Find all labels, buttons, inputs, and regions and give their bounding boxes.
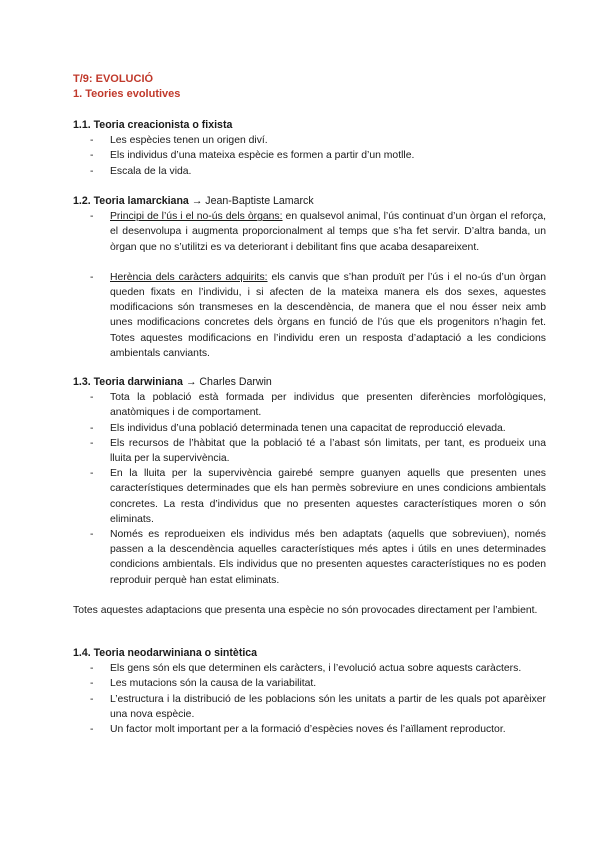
list-item: - Només es reprodueixen els individus més ben adaptats (aquells que sobreviuen), només passen a la descendència aquelles característiques més aptes i útils en unes determinades condicions ambientals. Els individus que no presenten aquestes característiques no es poden reproduir perquè han estat eliminats. [73,527,546,588]
document-subtitle: 1. Teories evolutives [73,88,181,101]
list-item [73,270,546,361]
section-heading-text: 1.3. Teoria darwiniana [73,376,183,388]
list-item: - Les mutacions són la causa de la variabilitat. [73,676,546,691]
section-neodarwiniana [73,646,546,737]
term-definition: en qualsevol animal, l’ús continuat d’un òrgan el reforça, el desenvolupa i augmenta proporcionalment al temps que s’ha fet servir. D’altra banda, un òrgan que no s’utilitzi es va deteriorant i debilitant fins que acaba desapareixent. [110,211,546,253]
document-title: T/9: EVOLUCIÓ [73,73,154,85]
bullet-list [73,133,546,179]
list-item: - Les espècies tenen un origen diví. [73,133,546,148]
section-heading [73,375,546,390]
list-item: - Els individus d’una mateixa espècie es formen a partir d’un motlle. [73,148,546,163]
section-lamarckiana [73,194,546,361]
list-item: - Un factor molt important per a la formació d’espècies noves és l’aïllament reproductor. [73,722,546,737]
term-definition: els canvis que s’han produït per l’ús i el no-ús d’un òrgan queden fixats en l’individu, i si afecten de la mateixa manera els dos sexes, aquestes modificacions són transmeses en la descendència, de manera que el nou ésser neix amb unes modificacions concretes dels òrgans en funció de l’ús que els progenitors n’hagin fet. Totes aquestes modificacions en l’individu eren un resposta d’adaptació a les condicions ambientals canviants. [110,271,546,359]
section-creacionista [73,118,546,179]
section-heading: 1.4. Teoria neodarwiniana o sintètica [73,647,258,659]
bullet-list [73,661,546,737]
section-heading [73,194,546,209]
section-heading-author: → Jean-Baptiste Lamarck [191,195,314,207]
list-item: - Els gens són els que determinen els caràcters, i l’evolució actua sobre aquests caràcters. [73,661,546,676]
list-item: - Els recursos de l’hàbitat que la població té a l’abast són limitats, per tant, es produeix una lluita per la supervivència. [73,436,546,466]
list-item: - En la lluita per la supervivència gairebé sempre guanyen aquells que presenten unes característiques determinades que els han permès sobreviure en unes condicions ambientals concretes. La resta d’individus que no presenten aquestes característiques moren o són eliminats. [73,466,546,527]
section-darwiniana [73,375,546,618]
list-item: - Els individus d’una població determinada tenen una capacitat de reproducció elevada. [73,421,546,436]
list-item: - Tota la població està formada per individus que presenten diferències morfològiques, anatòmiques i de comportament. [73,390,546,420]
section-heading: 1.1. Teoria creacionista o fixista [73,119,233,131]
term-label: Principi de l’ús i el no-ús dels òrgans: [110,211,283,223]
section-heading-author: → Charles Darwin [185,376,272,388]
section-heading-text: 1.2. Teoria lamarckiana [73,195,189,207]
document-header [73,72,546,102]
list-item: - L’estructura i la distribució de les poblacions són les unitats a partir de les quals pot aparèixer una nova espècie. [73,692,546,722]
list-item [73,209,546,255]
paragraph: Totes aquestes adaptacions que presenta una espècie no són provocades directament per l’ambient. [73,604,538,616]
bullet-list [73,209,546,361]
bullet-list [73,390,546,588]
list-item: - Escala de la vida. [73,164,546,179]
term-label: Herència dels caràcters adquirits: [110,271,268,283]
